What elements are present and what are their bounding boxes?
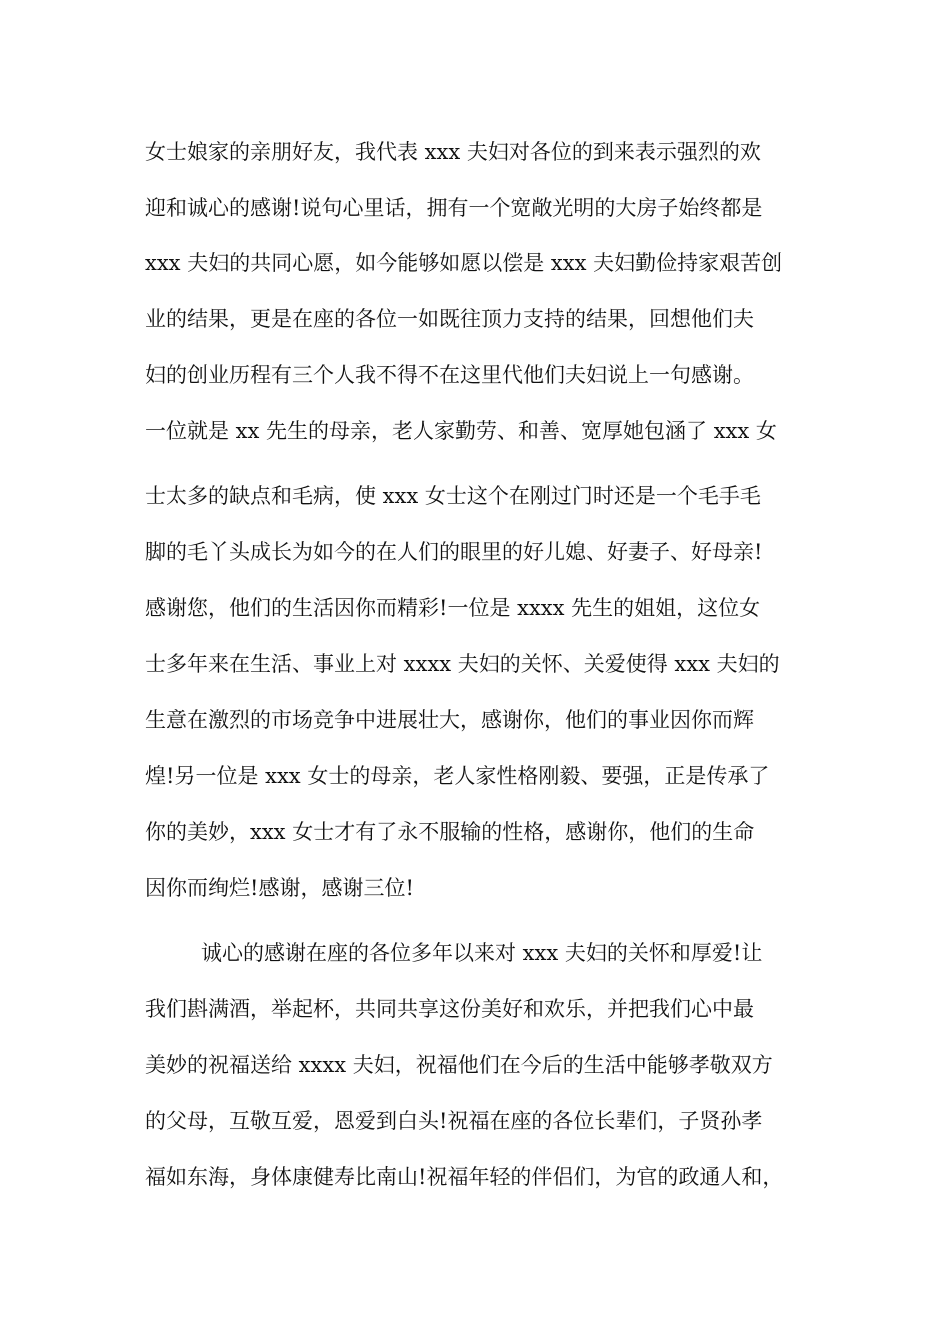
text-line: 脚的毛丫头成长为如今的在人们的眼里的好儿媳、好妻子、好母亲!: [145, 540, 763, 564]
text-line: 煌!另一位是 xxx 女士的母亲，老人家性格刚毅、要强，正是传承了: [145, 764, 770, 788]
text-line: 生意在激烈的市场竞争中进展壮大，感谢你，他们的事业因你而辉: [145, 708, 754, 732]
text-line: 妇的创业历程有三个人我不得不在这里代他们夫妇说上一句感谢。: [145, 363, 754, 387]
text-line: 感谢您，他们的生活因你而精彩!一位是 xxxx 先生的姐姐，这位女: [145, 596, 761, 620]
paragraph-first-line: 诚心的感谢在座的各位多年以来对 xxx 夫妇的关怀和厚爱!让: [201, 941, 763, 965]
text-line: 一位就是 xx 先生的母亲，老人家勤劳、和善、宽厚她包涵了 xxx 女: [145, 419, 777, 443]
text-line: 因你而绚烂!感谢，感谢三位!: [145, 876, 414, 900]
text-line: 美妙的祝福送给 xxxx 夫妇，祝福他们在今后的生活中能够孝敬双方: [145, 1053, 773, 1077]
text-line: 士太多的缺点和毛病，使 xxx 女士这个在刚过门时还是一个毛手毛: [145, 484, 761, 508]
text-line: 业的结果，更是在座的各位一如既往顶力支持的结果，回想他们夫: [145, 307, 754, 331]
text-line: 你的美妙，xxx 女士才有了永不服输的性格，感谢你，他们的生命: [145, 820, 755, 844]
text-line: 女士娘家的亲朋好友，我代表 xxx 夫妇对各位的到来表示强烈的欢: [145, 140, 761, 164]
text-line: 的父母，互敬互爱，恩爱到白头!祝福在座的各位长辈们，子贤孙孝: [145, 1109, 763, 1133]
text-line: 福如东海，身体康健寿比南山!祝福年轻的伴侣们，为官的政通人和，: [145, 1165, 784, 1189]
text-line: 我们斟满酒，举起杯，共同共享这份美好和欢乐，并把我们心中最: [145, 997, 754, 1021]
text-line: 士多年来在生活、事业上对 xxxx 夫妇的关怀、关爱使得 xxx 夫妇的: [145, 652, 780, 676]
text-line: 迎和诚心的感谢!说句心里话，拥有一个宽敞光明的大房子始终都是: [145, 196, 763, 220]
text-line: xxx 夫妇的共同心愿，如今能够如愿以偿是 xxx 夫妇勤俭持家艰苦创: [145, 251, 783, 275]
